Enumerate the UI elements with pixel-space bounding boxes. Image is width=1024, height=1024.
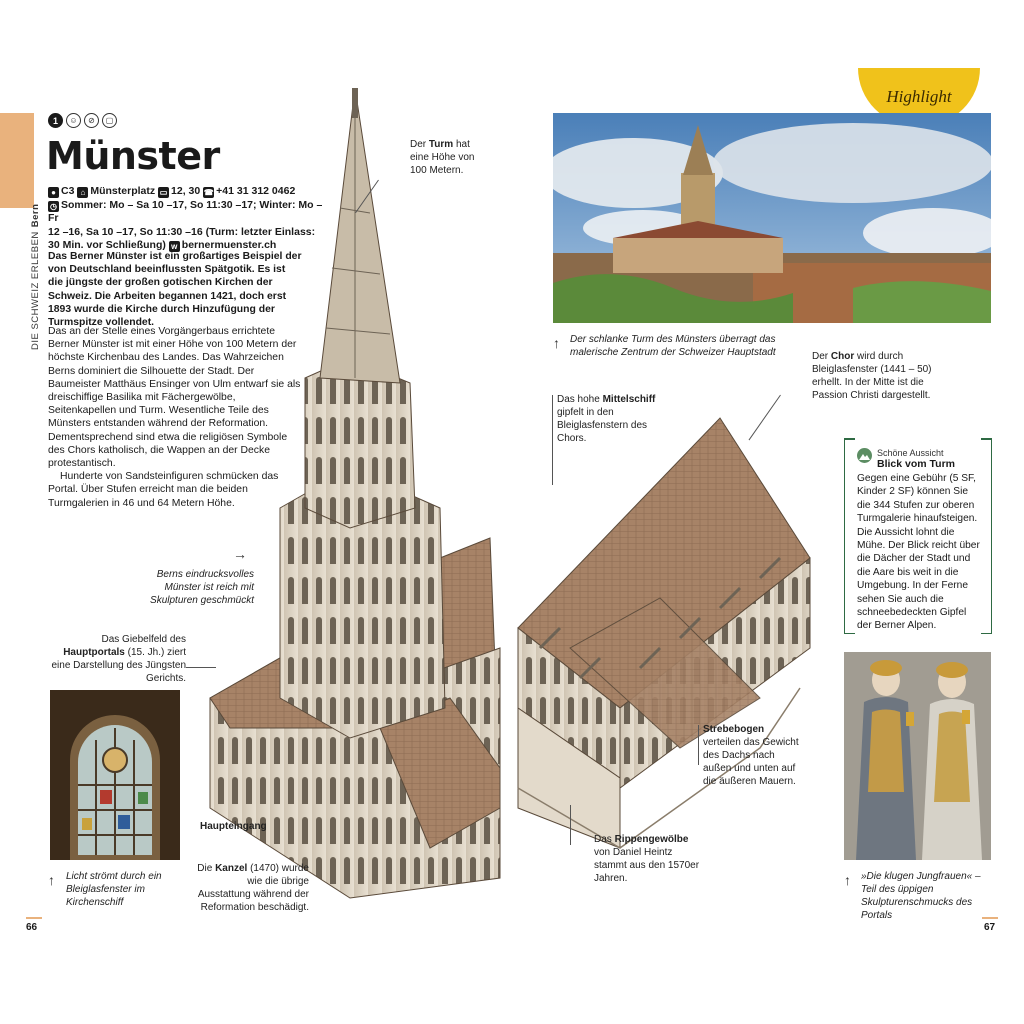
mountain-icon bbox=[857, 448, 872, 463]
callout-pulpit bbox=[195, 862, 309, 914]
callout-text: Der bbox=[410, 139, 429, 150]
arrow-right-icon: → bbox=[233, 546, 247, 562]
callout-sculptures: Berns eindrucksvolles Münster ist reich mit Skulpturen geschmückt bbox=[150, 569, 254, 606]
viewpoint-header bbox=[857, 448, 981, 470]
callout-text: wird durch Bleiglasfenster (1441 – 50) erhellt. In der Mitte ist die Passion Christi dargestellt. bbox=[812, 351, 932, 401]
header-icons bbox=[48, 113, 117, 128]
address-icon: ⌂ bbox=[77, 187, 88, 198]
callout-nave bbox=[557, 393, 657, 445]
viewpoint-title: Blick vom Turm bbox=[877, 458, 955, 470]
statues-photo-caption: »Die klugen Jungfrauen« – Teil des üppigen Skulpturenschmucks des Portals bbox=[861, 871, 981, 921]
city-photo-image bbox=[553, 113, 991, 323]
stained-glass-image bbox=[50, 690, 180, 860]
arrow-up-icon: ↑ bbox=[844, 872, 851, 888]
website-link[interactable]: bernermuenster.ch bbox=[181, 239, 277, 252]
page-rule-right bbox=[982, 917, 998, 919]
callout-term: Turm bbox=[428, 139, 454, 150]
callout-text: verteilen das Gewicht des Dachs nach außen und unten auf die äußeren Mauern. bbox=[703, 737, 799, 787]
page-rule-left bbox=[26, 917, 42, 919]
callout-choir bbox=[812, 350, 952, 402]
page-number-left: 66 bbox=[26, 922, 38, 933]
window-photo bbox=[50, 690, 180, 860]
viewpoint-text: Gegen eine Gebühr (5 SF, Kinder 2 SF) können Sie die 344 Stufen zur oberen Turmgalerie hinaufsteigen. Die Aussicht lohnt die Mühe. Der Blick reicht über die Dächer der Stadt und die Aare bis weit in die Umgebung. In der Ferne sehen Sie auch die schneebedeckten Gipfel der Berner Alpen. bbox=[857, 473, 980, 632]
chapter-label bbox=[30, 204, 41, 350]
callout-vault bbox=[594, 833, 706, 885]
page-number-right: 67 bbox=[984, 922, 996, 933]
hours-line-3: 30 Min. vor Schließung) bbox=[48, 239, 166, 252]
callout-term: Hauptportals bbox=[63, 647, 125, 658]
hours-line-1: Sommer: Mo – Sa 10 –17, So 11:30 –17; Winter: Mo – Fr bbox=[48, 198, 323, 225]
no-access-icon: ⊘ bbox=[84, 113, 99, 128]
callout-text: (15. Jh.) ziert eine Darstellung des Jüngsten Gerichts. bbox=[51, 647, 186, 684]
statues-image bbox=[844, 652, 991, 860]
callout-term: Strebebogen bbox=[703, 724, 765, 735]
leader-line bbox=[698, 725, 699, 765]
callout-text: hat eine Höhe von 100 Metern. bbox=[410, 139, 475, 176]
callout-text: (1470) wurde wie die übrige Ausstattung während der Reformation beschädigt. bbox=[197, 863, 309, 913]
page-title: Münster bbox=[46, 134, 220, 178]
callout-term: Chor bbox=[830, 351, 855, 362]
callout-term: Mittelschiff bbox=[602, 394, 656, 405]
leader-line bbox=[570, 805, 571, 845]
viewpoint-box bbox=[844, 438, 992, 634]
chapter-region: Bern bbox=[30, 203, 41, 228]
phone-icon: ☎ bbox=[203, 188, 214, 197]
callout-text: Der bbox=[812, 351, 831, 362]
callout-text: von Daniel Heintz stammt aus den 1570er Jahren. bbox=[594, 847, 700, 884]
chapter-section: DIE SCHWEIZ ERLEBEN bbox=[30, 231, 41, 350]
callout-text: Das hohe bbox=[557, 394, 603, 405]
body-paragraph: Hunderte von Sandsteinfiguren schmücken das Portal. Über Stufen erreicht man die beiden Turmgalerien in 46 und 64 Metern Höhe. bbox=[48, 471, 279, 509]
highlight-label: Highlight bbox=[886, 87, 952, 106]
callout-term: Rippengewölbe bbox=[614, 834, 689, 845]
window-photo-caption: Licht strömt durch ein Bleiglasfenster im Kirchenschiff bbox=[66, 871, 162, 908]
arrow-up-icon: ↑ bbox=[48, 872, 55, 888]
map-pin-icon: ● bbox=[48, 187, 59, 198]
callout-text: gipfelt in den Bleiglasfenstern des Chors. bbox=[557, 407, 648, 444]
city-photo-caption: Der schlanke Turm des Münsters überragt das malerische Zentrum der Schweizer Hauptstadt bbox=[570, 334, 776, 358]
chapter-tab bbox=[0, 113, 34, 208]
hours-line-2: 12 –16, Sa 10 –17, So 11:30 –16 (Turm: letzter Einlass: bbox=[48, 225, 316, 238]
family-icon: ☺ bbox=[66, 113, 81, 128]
shopping-bag-icon: ▢ bbox=[102, 113, 117, 128]
viewpoint-label: Schöne Aussicht bbox=[877, 448, 944, 458]
map-ref: C3 bbox=[61, 185, 75, 197]
tower-octagon bbox=[305, 358, 415, 528]
callout-term: Haupteingang bbox=[200, 821, 267, 832]
address: Münsterplatz bbox=[90, 185, 156, 197]
callout-text: Das Giebelfeld des bbox=[101, 634, 186, 645]
clock-icon: ◷ bbox=[48, 201, 59, 212]
callout-main-entrance bbox=[200, 820, 267, 833]
callout-text: Das bbox=[594, 834, 615, 845]
city-photo bbox=[553, 113, 991, 323]
tower-spire bbox=[320, 88, 400, 383]
callout-term: Kanzel bbox=[215, 863, 248, 874]
phone-number: +41 31 312 0462 bbox=[216, 185, 296, 197]
statues-photo bbox=[844, 652, 991, 860]
intro-paragraph: Das Berner Münster ist ein großartiges Beispiel der von Deutschland beeinflussten Spätgotik. Es ist die jüngste der großen gotischen Kirchen der Schweiz. Die Arbeiten begannen 1421, doch erst 1893 wurde die Kirche durch Hinzufügung der Turmspitze vollendet. bbox=[48, 251, 302, 329]
callout-tower bbox=[410, 138, 490, 177]
web-icon: w bbox=[169, 241, 180, 252]
arrow-up-icon: ↑ bbox=[553, 335, 560, 351]
callout-buttresses bbox=[703, 723, 799, 788]
body-paragraph: Das an der Stelle eines Vorgängerbaus errichtete Berner Münster ist mit einer Höhe von 100 Metern der höchste Kirchenbau des Landes. Das Wahrzeichen Berns dominiert die Silhouette der Stadt. Der Baumeister Matthäus Ensinger von Ulm entwarf sie als dreischiffige Basilika mit Fächergewölbe, Seitenkapellen und Turm. Wesentliche Teile des Münsters entstanden während der Reformation. Dementsprechend sind etwa die religiösen Symbole des Chors katholisch, die Wappen an der Decke protestantisch. bbox=[48, 326, 301, 470]
leader-line bbox=[186, 667, 216, 668]
sight-number: 1 bbox=[48, 113, 63, 128]
callout-text: Die bbox=[197, 863, 216, 874]
bus-lines: 12, 30 bbox=[171, 185, 201, 197]
leader-line bbox=[552, 395, 553, 485]
bus-icon: ▭ bbox=[159, 188, 168, 197]
callout-portal bbox=[50, 633, 186, 685]
